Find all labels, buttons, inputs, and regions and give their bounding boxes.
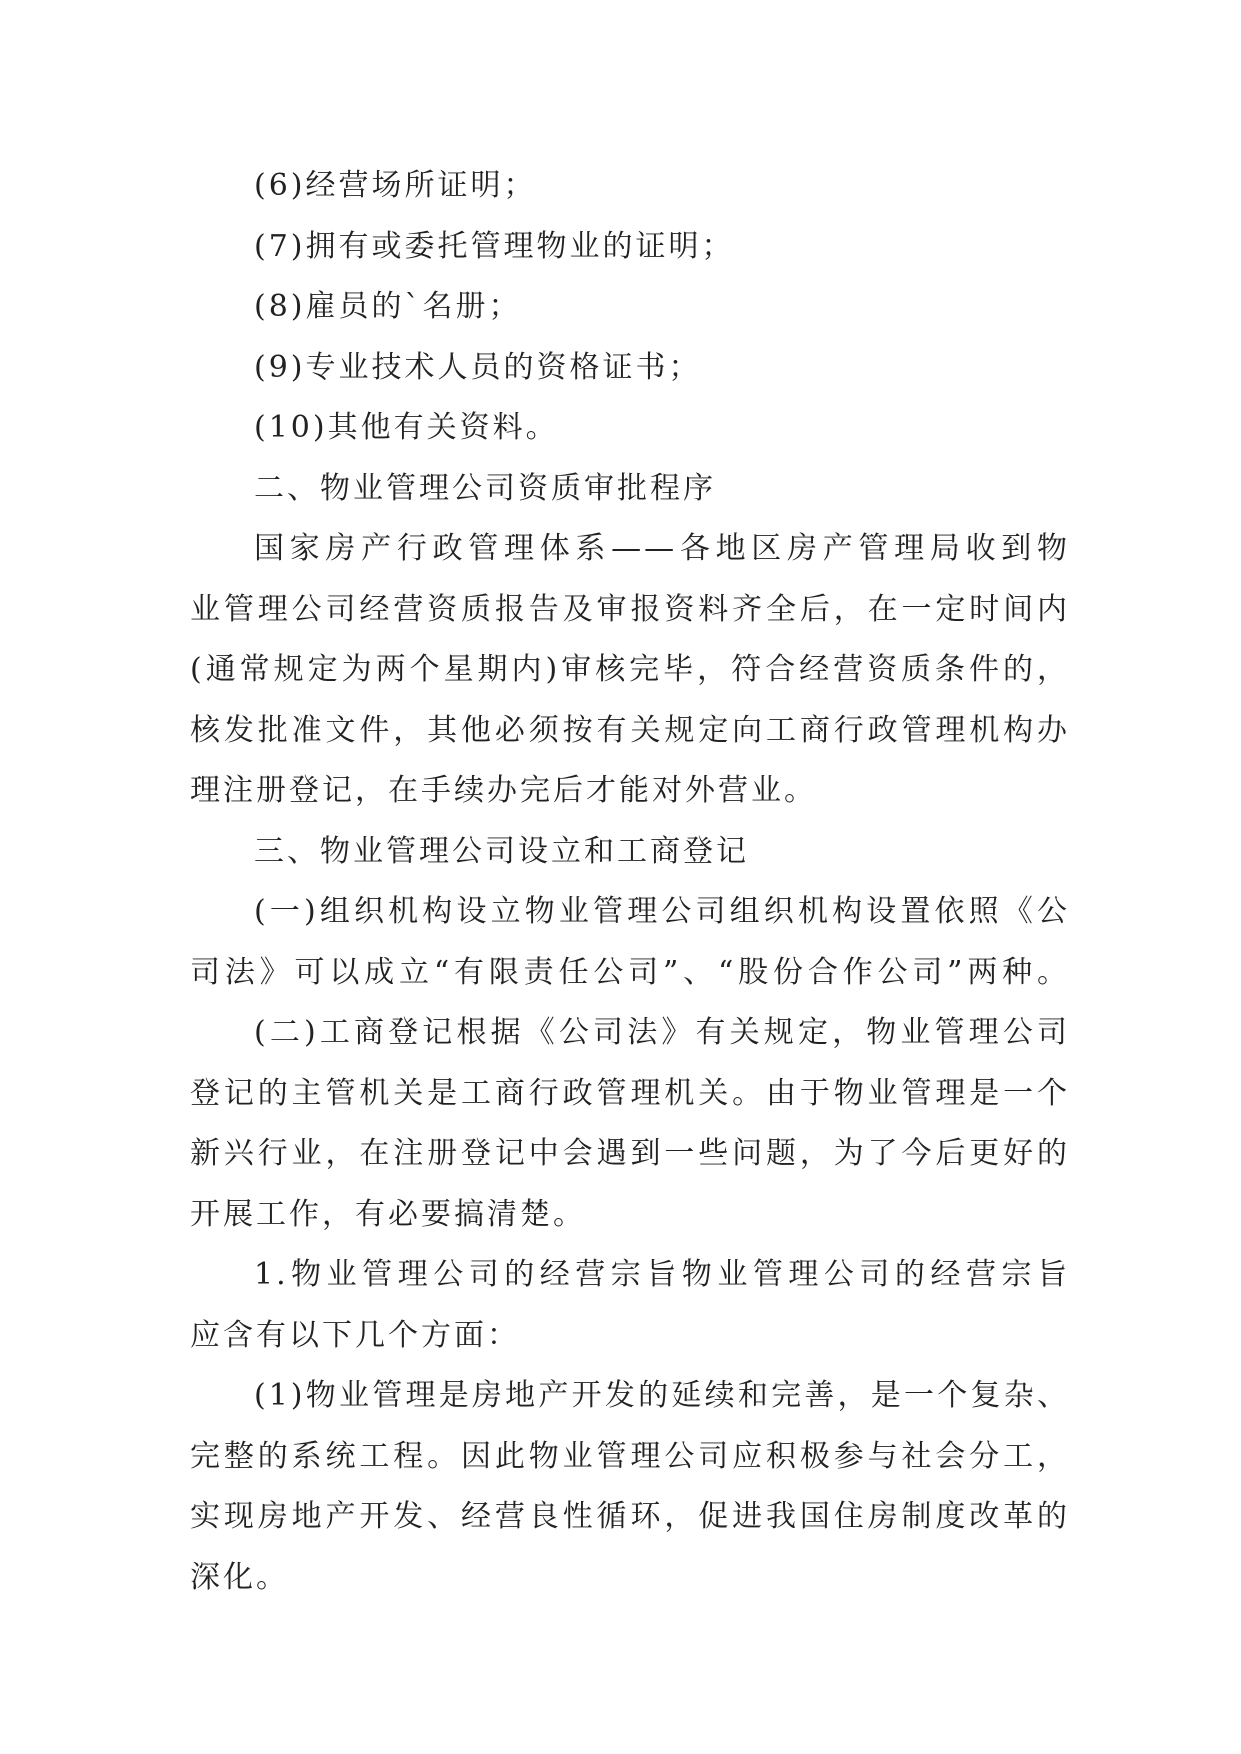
text-line: 司法》可以成立“有限责任公司”、“股份合作公司”两种。 — [190, 954, 1070, 990]
text-line: 国家房产行政管理体系——各地区房产管理局收到物 — [254, 531, 1070, 566]
text-line: (二)工商登记根据《公司法》有关规定，物业管理公司 — [254, 1015, 1070, 1050]
text-line: 二、物业管理公司资质审批程序 — [254, 470, 716, 506]
text-line: 1.物业管理公司的经营宗旨物业管理公司的经营宗旨 — [254, 1257, 1070, 1292]
text-line: 登记的主管机关是工商行政管理机关。由于物业管理是一个 — [190, 1075, 1070, 1111]
text-line: (一)组织机构设立物业管理公司组织机构设置依照《公 — [254, 894, 1070, 929]
text-line: (8)雇员的`名册； — [254, 289, 522, 324]
text-line: (通常规定为两个星期内)审核完毕，符合经营资质条件的， — [190, 652, 1070, 687]
text-line: (6)经营场所证明； — [254, 168, 537, 203]
text-line: (9)专业技术人员的资格证书； — [254, 349, 702, 385]
text-line: 深化。 — [190, 1559, 289, 1595]
text-line: 完整的系统工程。因此物业管理公司应积极参与社会分工， — [190, 1438, 1070, 1474]
text-line: (1)物业管理是房地产开发的延续和完善，是一个复杂、 — [254, 1378, 1070, 1413]
text-line: 应含有以下几个方面： — [190, 1317, 520, 1353]
document-body — [190, 156, 1070, 1608]
text-line: 实现房地产开发、经营良性循环，促进我国住房制度改革的 — [190, 1499, 1070, 1534]
text-line: 理注册登记，在手续办完后才能对外营业。 — [190, 773, 817, 808]
text-line: (10)其他有关资料。 — [254, 410, 559, 445]
text-line: 业管理公司经营资质报告及审报资料齐全后，在一定时间内 — [190, 591, 1070, 627]
text-line: 新兴行业，在注册登记中会遇到一些问题，为了今后更好的 — [190, 1136, 1070, 1171]
text-line: 三、物业管理公司设立和工商登记 — [254, 833, 749, 869]
text-line: (7)拥有或委托管理物业的证明； — [254, 228, 735, 264]
text-line: 开展工作，有必要搞清楚。 — [190, 1196, 586, 1232]
text-line: 核发批准文件，其他必须按有关规定向工商行政管理机构办 — [190, 712, 1070, 748]
